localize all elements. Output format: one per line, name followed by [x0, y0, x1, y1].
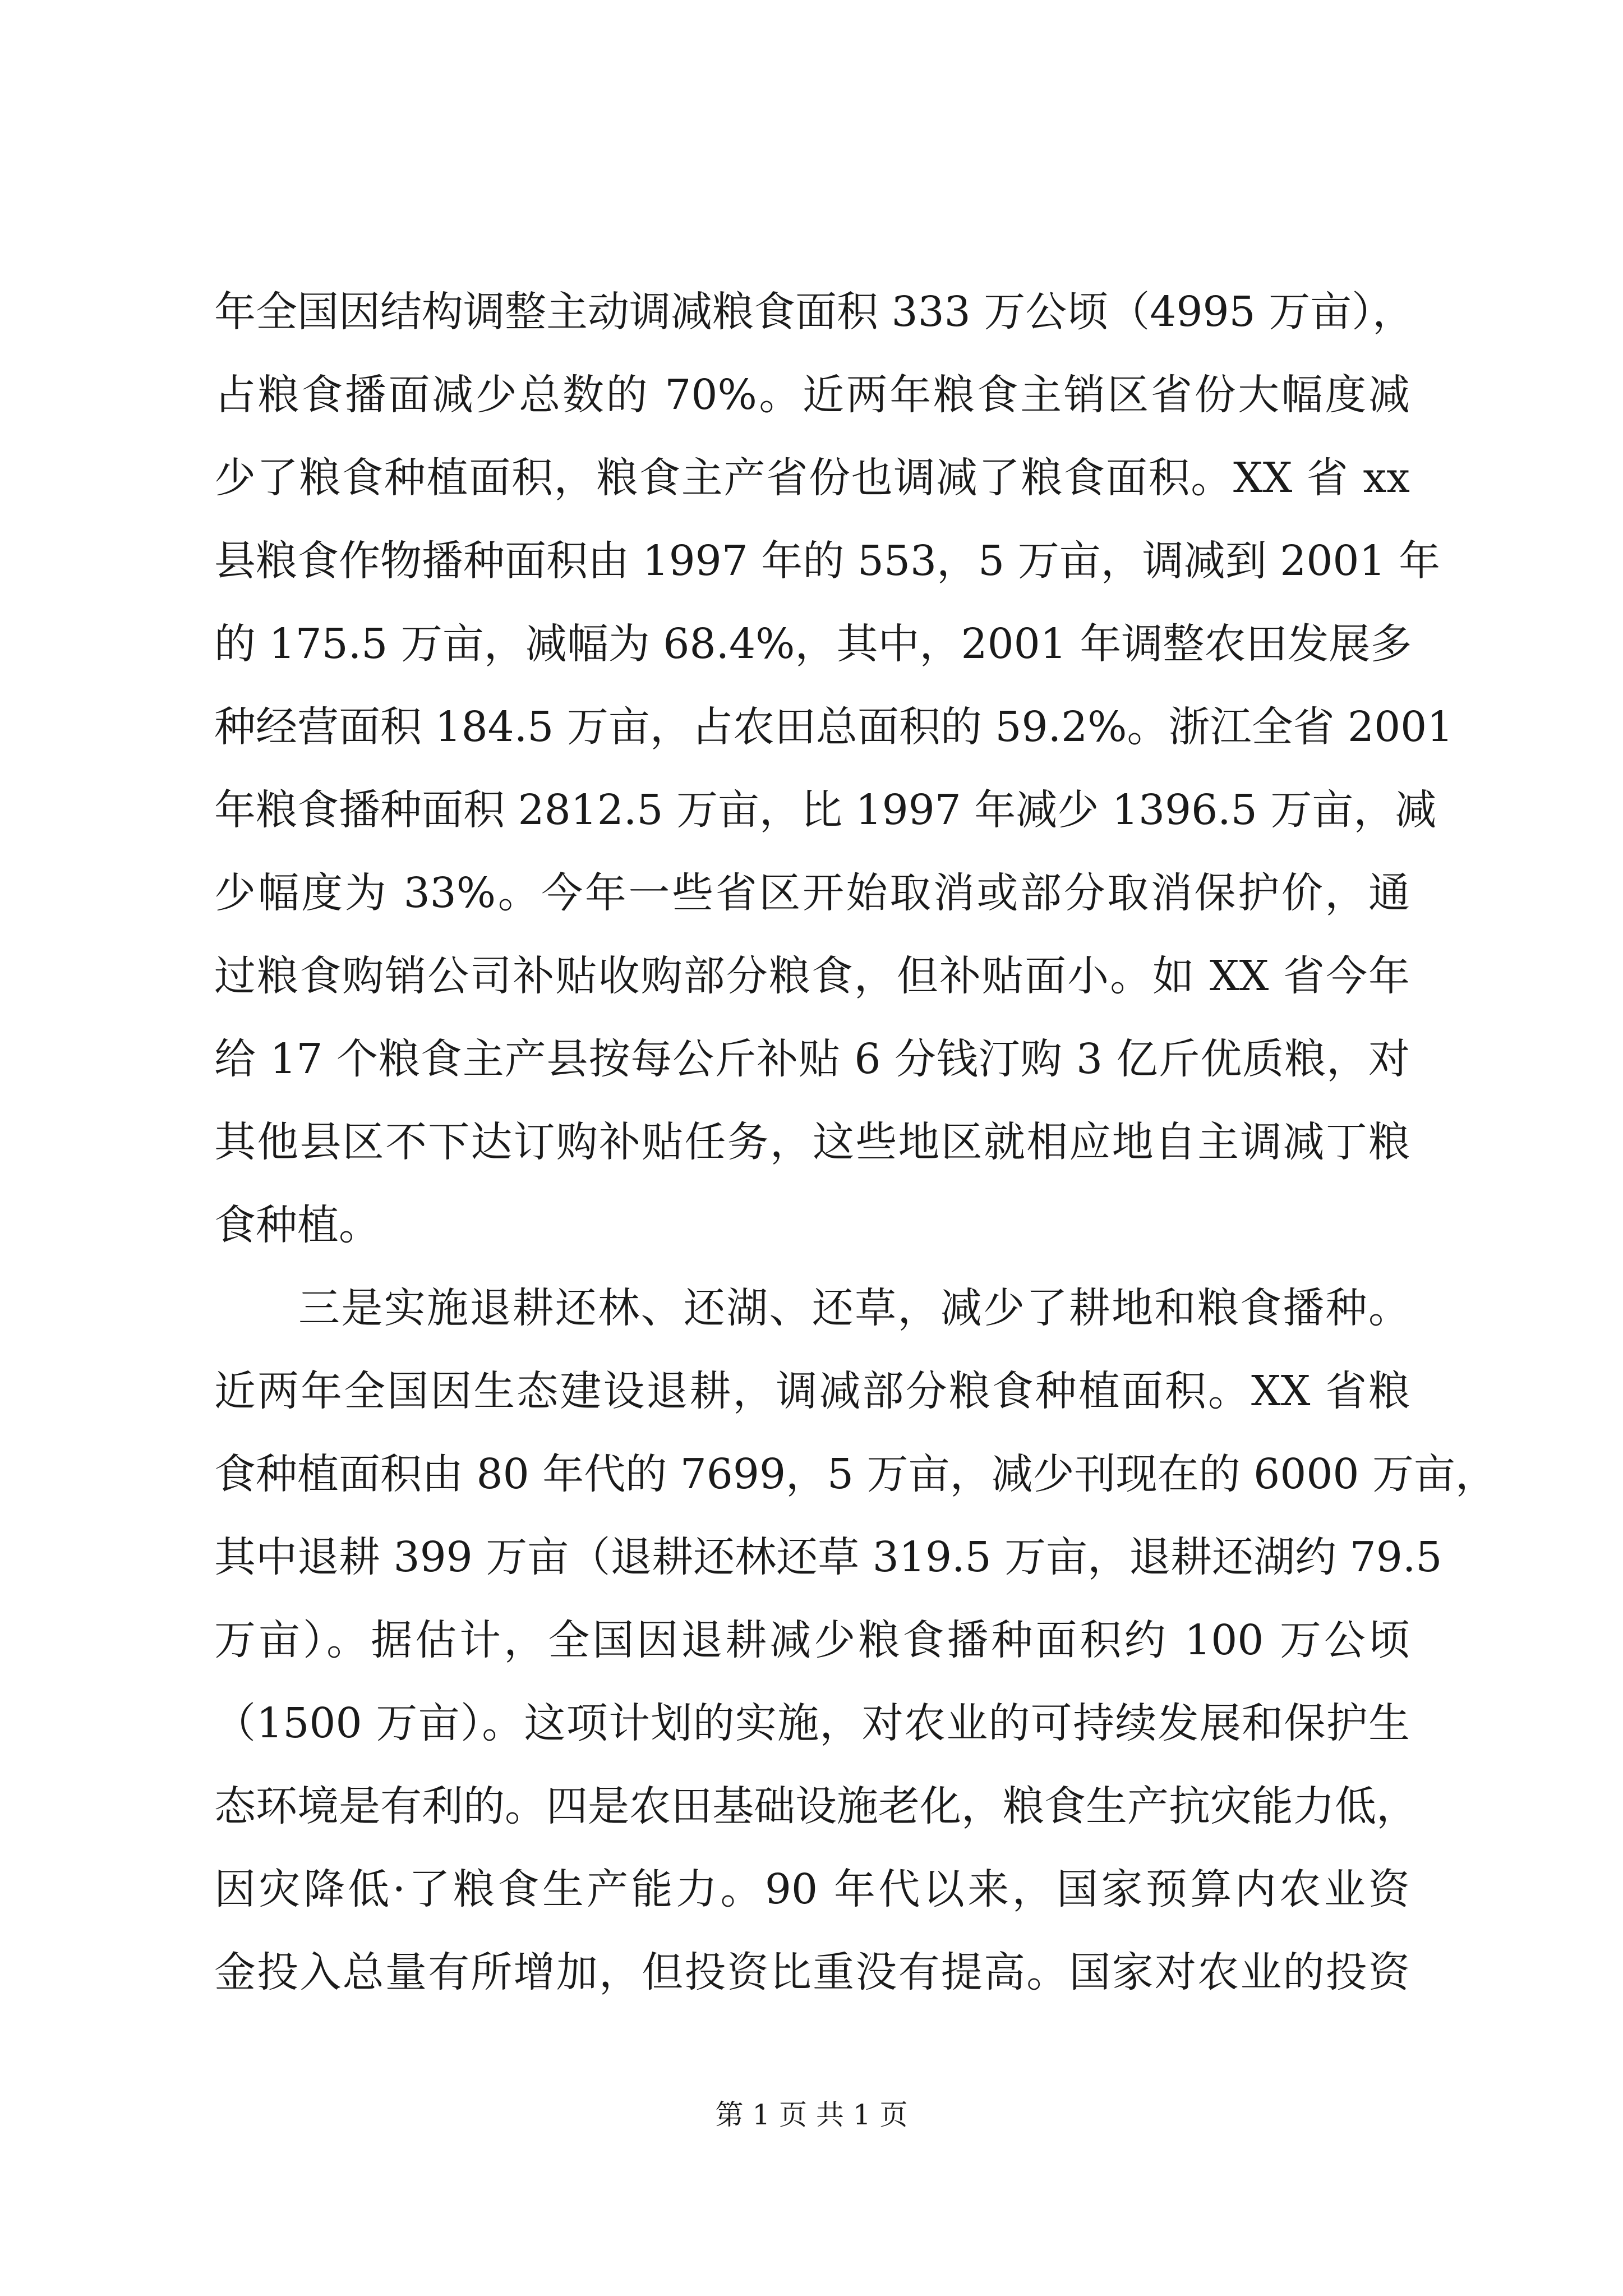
document-body	[214, 270, 1497, 2014]
text-line-8: 少幅度为 33%。今年一些省区开始取消或部分取消保护价，通	[214, 869, 1410, 917]
text-line-7: 年粮食播种面积 2812.5 万亩，比 1997 年减少 1396.5 万亩，减	[214, 786, 1437, 834]
text-line-19: 态环境是有利的。四是农田基础设施老化，粮食生产抗灾能力低，	[214, 1782, 1418, 1830]
text-line-18: （1500 万亩）。这项计划的实施，对农业的可持续发展和保护生	[214, 1699, 1410, 1747]
text-line-11: 其他县区不下达订购补贴任务，这些地区就相应地自主调减丁粮	[214, 1118, 1410, 1166]
text-line-2: 占粮食播面减少总数的 70%。近两年粮食主销区省份大幅度减	[214, 371, 1410, 419]
text-line-13: 三是实施退耕还林、还湖、还草，减少了耕地和粮食播种。	[298, 1284, 1410, 1332]
text-line-14: 近两年全国因生态建设退耕，调减部分粮食种植面积。XX 省粮	[214, 1367, 1410, 1415]
page-footer: 第 1 页 共 1 页	[715, 2099, 908, 2131]
text-line-20: 因灾降低·了粮食生产能力。90 年代以来，国家预算内农业资	[214, 1865, 1410, 1913]
text-line-5: 的 175.5 万亩，减幅为 68.4%，其中，2001 年调整农田发展多	[214, 620, 1412, 668]
text-line-15: 食种植面积由 80 年代的 7699，5 万亩，减少刊现在的 6000 万亩，	[214, 1450, 1497, 1498]
text-line-21: 金投入总量有所增加，但投资比重没有提高。国家对农业的投资	[214, 1948, 1410, 1996]
text-line-12: 食种植。	[214, 1201, 380, 1249]
text-line-4: 县粮食作物播种面积由 1997 年的 553，5 万亩，调减到 2001 年	[214, 537, 1441, 585]
text-line-1: 年全国因结构调整主动调减粮食面积 333 万公顷（4995 万亩），	[214, 288, 1414, 336]
text-line-3: 少了粮食种植面积，粮食主产省份也调减了粮食面积。XX 省 xx	[214, 454, 1410, 502]
text-line-16: 其中退耕 399 万亩（退耕还林还草 319.5 万亩，退耕还湖约 79.5	[214, 1533, 1442, 1581]
text-line-17: 万亩）。据估计，全国因退耕减少粮食播种面积约 100 万公顷	[214, 1616, 1410, 1664]
text-line-6: 种经营面积 184.5 万亩，占农田总面积的 59.2%。浙江全省 2001	[214, 703, 1454, 751]
text-line-10: 给 17 个粮食主产县按每公斤补贴 6 分钱汀购 3 亿斤优质粮，对	[214, 1035, 1410, 1083]
text-line-9: 过粮食购销公司补贴收购部分粮食，但补贴面小。如 XX 省今年	[214, 952, 1410, 1000]
